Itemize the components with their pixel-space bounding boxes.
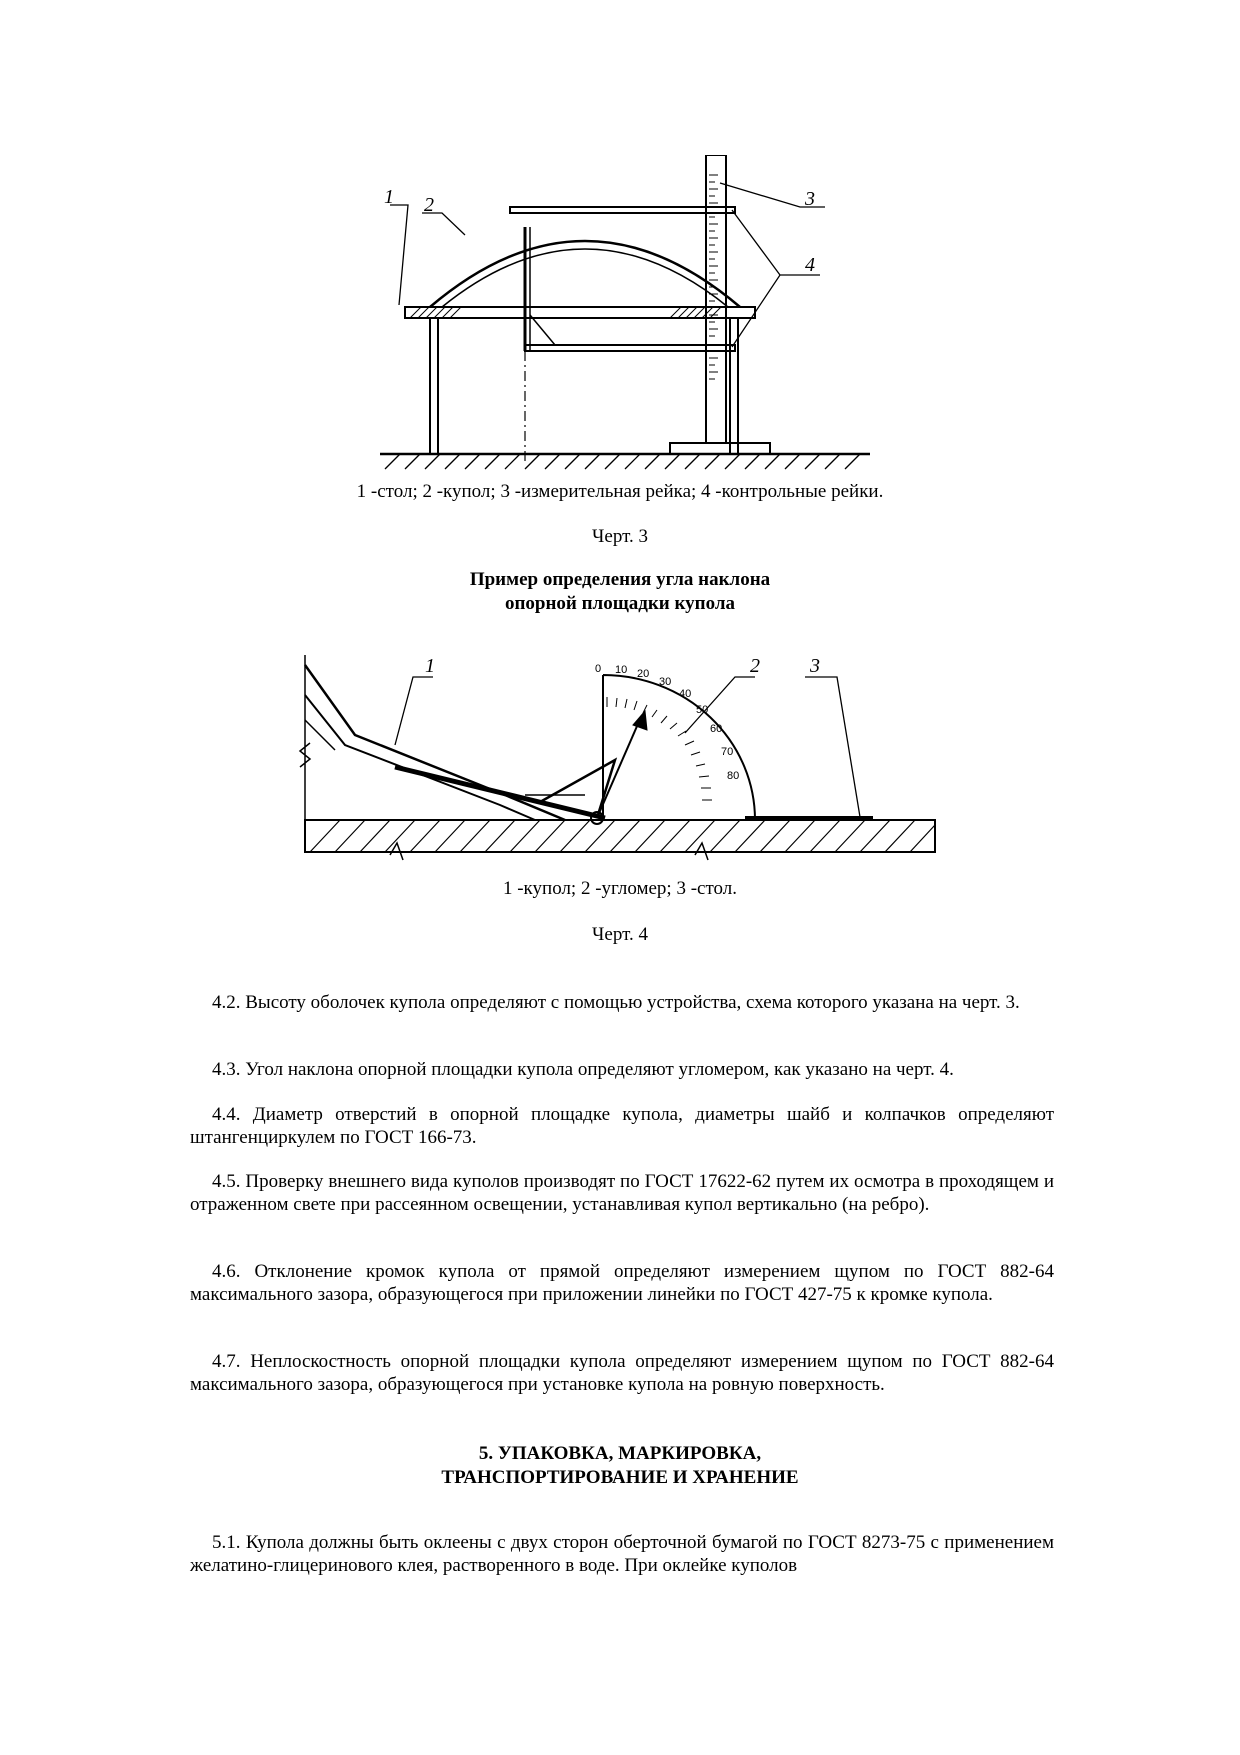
paragraph-4-4: 4.4. Диаметр отверстий в опорной площадке купола, диаметры шайб и колпачков определяют штангенциркулем по ГОСТ 166-73. — [190, 1104, 1054, 1148]
fig4-label-1: 1 — [425, 655, 435, 677]
fig4-scale-80: 80 — [727, 770, 740, 782]
fig4-scale-0: 0 — [595, 663, 602, 675]
fig3-label-1: 1 — [384, 186, 394, 208]
fig4-scale-50: 50 — [696, 704, 709, 716]
figure-4-title: Черт. 4 — [592, 924, 648, 945]
fig4-scale-10: 10 — [615, 664, 628, 676]
figure-4-caption: 1 -купол; 2 -угломер; 3 -стол. — [502, 878, 738, 899]
figure-3-caption: 1 -стол; 2 -купол; 3 -измерительная рейка; 4 -контрольные рейки. — [356, 481, 884, 502]
fig4-scale-70: 70 — [721, 746, 734, 758]
paragraph-4-7: 4.7. Неплоскостность опорной площадки купола определяют измерением щупом по ГОСТ 882-64 максимального зазора, образующегося при установке купола на ровную поверхность. — [190, 1351, 1054, 1395]
fig4-label-3: 3 — [810, 655, 820, 677]
paragraph-4-2: 4.2. Высоту оболочек купола определяют с помощью устройства, схема которого указана на черт. 3. — [212, 992, 1020, 1013]
figure-3-drawing — [380, 155, 880, 475]
example-heading-line-1: Пример определения угла наклона — [469, 569, 771, 590]
paragraph-4-3: 4.3. Угол наклона опорной площадки купола определяют угломером, как указано на черт. 4. — [212, 1059, 954, 1080]
fig3-label-2: 2 — [424, 194, 434, 216]
fig3-label-3: 3 — [805, 188, 815, 210]
fig4-label-2: 2 — [750, 655, 760, 677]
fig3-label-4: 4 — [805, 254, 815, 276]
section-5-heading-line-2: ТРАНСПОРТИРОВАНИЕ И ХРАНЕНИЕ — [441, 1467, 799, 1488]
section-5-heading-line-1: 5. УПАКОВКА, МАРКИРОВКА, — [478, 1443, 762, 1464]
fig4-scale-60: 60 — [710, 723, 723, 735]
figure-3-title: Черт. 3 — [592, 526, 648, 547]
fig4-scale-20: 20 — [637, 668, 650, 680]
figure-4-drawing — [295, 655, 945, 870]
fig4-scale-30: 30 — [659, 676, 672, 688]
fig4-scale-40: 40 — [679, 688, 692, 700]
paragraph-4-5: 4.5. Проверку внешнего вида куполов производят по ГОСТ 17622-62 путем их осмотра в проходящем и отраженном свете при рассеянном освещении, устанавливая купол вертикально (на ребро). — [190, 1171, 1054, 1215]
paragraph-4-6: 4.6. Отклонение кромок купола от прямой определяют измерением щупом по ГОСТ 882-64 максимального зазора, образующегося при приложении линейки по ГОСТ 427-75 к кромке купола. — [190, 1261, 1054, 1305]
paragraph-5-1: 5.1. Купола должны быть оклеены с двух сторон оберточной бумагой по ГОСТ 8273-75 с применением желатино-глицеринового клея, растворенного в воде. При оклейке куполов — [190, 1532, 1054, 1576]
example-heading-line-2: опорной площадки купола — [504, 593, 736, 614]
